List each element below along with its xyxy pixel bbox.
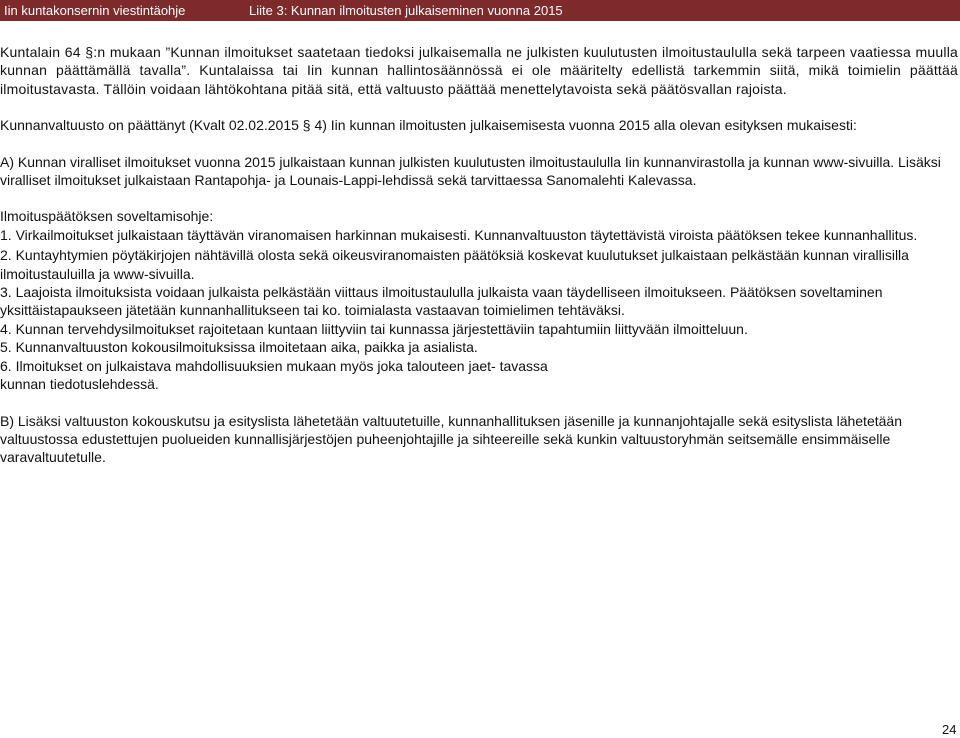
section-a-paragraph: A) Kunnan viralliset ilmoitukset vuonna 2015 julkaistaan kunnan julkisten kuulutusten ilmoitustaululla Iin kunnanvirastolla ja kunnan www-sivuilla. Lisäksi viralliset ilmoitukset julkaistaan Rantapohja- ja Lounais-Lappi-lehdissä sekä tarvittaessa Sanomalehti Kalevassa. [0,153,941,189]
instruction-item-2: 2. Kuntayhtymien pöytäkirjojen nähtävillä olosta sekä oikeusviranomaisten päätöksiä koskevat kuulutukset julkaistaan pelkästään kunnan virallisilla ilmoitustauluilla ja www-sivuilla. [0,247,909,282]
header-document-title: Iin kuntakonsernin viestintäohje [4,3,186,18]
decision-paragraph: Kunnanvaltuusto on päättänyt (Kvalt 02.02.2015 § 4) Iin kunnan ilmoitusten julkaisemisesta vuonna 2015 alla olevan esityksen mukaisesti: [0,117,857,134]
section-b-paragraph: B) Lisäksi valtuuston kokouskutsu ja esityslista lähetetään valtuutetuille, kunnanhallituksen jäsenille ja kunnanjohtajalle sekä esityslista lähetetään valtuustossa edustettujen puolueiden kunnallisjärjestöjen puheenjohtajille ja sihteereille sekä kunkin valtuustoryhmän seitsemälle ensimmäiselle varavaltuutetulle. [0,412,902,466]
instructions-title: Ilmoituspäätöksen soveltamisohje: [0,208,214,225]
header-appendix-title: Liite 3: Kunnan ilmoitusten julkaiseminen vuonna 2015 [249,3,563,18]
instruction-item-4: 4. Kunnan tervehdysilmoitukset rajoitetaan kuntaan liittyviin tai kunnassa järjestettäviin tapahtumiin liittyvään ilmoitteluun. [0,320,748,337]
instruction-item-1: 1. Virkailmoitukset julkaistaan täyttävän viranomaisen harkinnan mukaisesti. Kunnanvaltuuston täytettävistä viroista päätöksen tekee kunnanhallitus. [0,226,918,243]
page-number: 24 [942,722,957,737]
intro-paragraph: Kuntalain 64 §:n mukaan ”Kunnan ilmoitukset saatetaan tiedoksi julkaisemalla ne julkisten kuulutusten ilmoitustaululla sekä tarpeen vaatiessa muulla kunnan päättämällä tavalla”. Kuntalaissa tai Iin kunnan hallintosäännössä ei ole määritelty edellistä tarkemmin siitä, mikä toimielin päättää ilmoitustavasta. Tällöin voidaan lähtökohtana pitää sitä, että valtuusto päättää menettelytavoista sekä päätösvallan rajoista. [0,44,958,97]
instruction-item-5: 5. Kunnanvaltuuston kokousilmoituksissa ilmoitetaan aika, paikka ja asialista. [0,339,478,356]
instruction-item-3: 3. Laajoista ilmoituksista voidaan julkaista pelkästään viittaus ilmoitustaululla julkaista vaan täydelliseen ilmoitukseen. Päätöksen soveltaminen yksittäistapaukseen jätetään kunnanhallitukseen tai ko. toimialasta vastaavan toimielimen tehtäväksi. [0,284,883,319]
document-body [0,43,958,467]
document-header [0,0,960,21]
instruction-item-6: 6. Ilmoitukset on julkaistava mahdollisuuksien mukaan myös joka talouteen jaet- tavassa kunnan tiedotuslehdessä. [0,357,548,393]
